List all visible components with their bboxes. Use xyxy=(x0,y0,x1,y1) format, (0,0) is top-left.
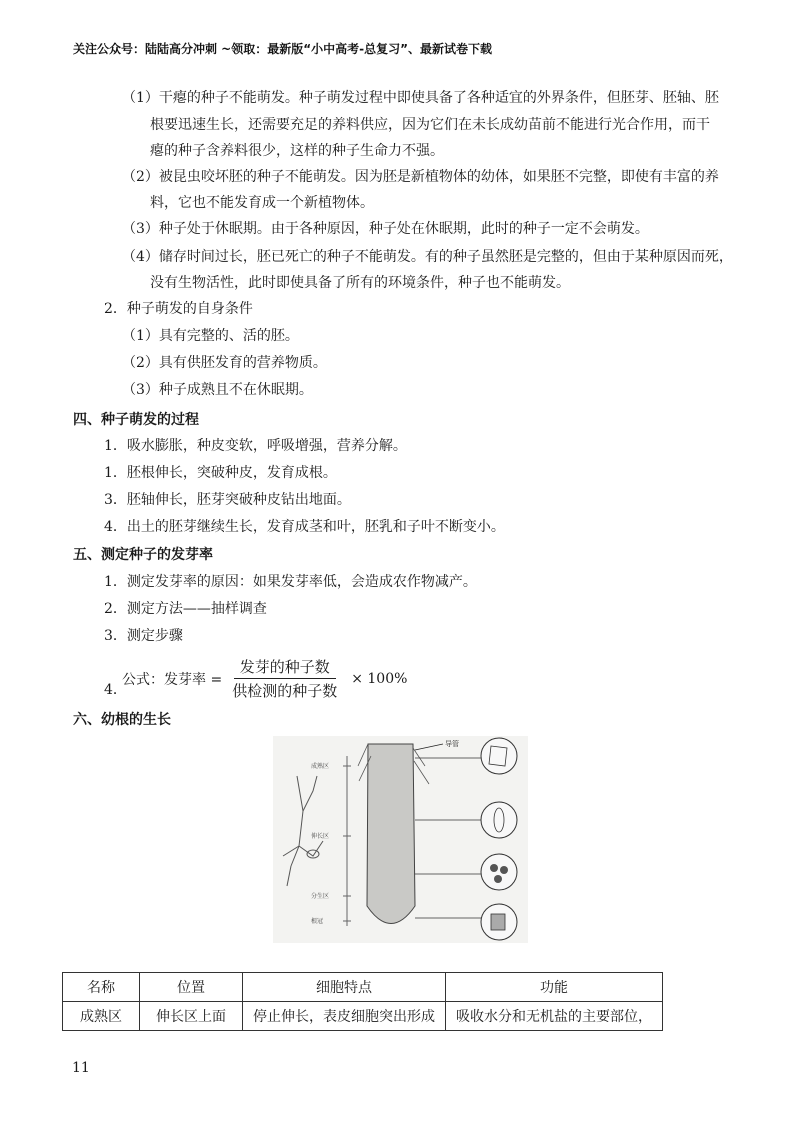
table-header: 细胞特点 xyxy=(243,973,446,1002)
list-item: （1）具有完整的、活的胚。 xyxy=(122,328,299,344)
paragraph-line: 没有生物活性，此时即使具备了所有的环境条件，种子也不能萌发。 xyxy=(150,275,570,291)
list-item: 2．测定方法——抽样调查 xyxy=(104,601,267,617)
formula-prefix: 公式：发芽率 = xyxy=(122,671,223,688)
paragraph-line: 根要迅速生长，还需要充足的养料供应，因为它们在未长成幼苗前不能进行光合作用，而干 xyxy=(150,117,710,133)
section-heading: 四、种子萌发的过程 xyxy=(73,412,199,428)
table-cell: 伸长区上面 xyxy=(140,1002,243,1031)
paragraph-line: （1）干瘪的种子不能萌发。种子萌发过程中即使具备了各种适宜的外界条件，但胚芽、胚轴、胚 xyxy=(122,90,719,106)
root-body xyxy=(367,744,415,924)
callout-lines xyxy=(415,758,483,918)
root-hair-label: 导管 xyxy=(445,740,459,748)
zone-label-cap: 根冠 xyxy=(311,918,324,925)
table-header-row xyxy=(63,973,663,1002)
list-item: 3．胚轴伸长，胚芽突破种皮钻出地面。 xyxy=(104,492,351,508)
list-item: 1．胚根伸长，突破种皮，发育成根。 xyxy=(104,465,337,481)
divide-cell-detail xyxy=(481,854,517,890)
formula-fraction xyxy=(226,656,343,701)
root-structure-figure xyxy=(273,736,528,943)
zone-markers xyxy=(343,756,351,926)
zone-label-divide: 分生区 xyxy=(311,893,330,900)
germination-formula xyxy=(122,656,407,701)
list-item: 1．吸水膨胀，种皮变软，呼吸增强，营养分解。 xyxy=(104,438,407,454)
paragraph-line: （4）储存时间过长，胚已死亡的种子不能萌发。有的种子虽然胚是完整的，但由于某种原因而死， xyxy=(122,249,733,265)
page-number: 11 xyxy=(72,1060,90,1076)
formula-suffix: × 100% xyxy=(351,670,408,687)
paragraph-line: （3）种子处于休眠期。由于各种原因，种子处在休眠期，此时的种子一定不会萌发。 xyxy=(122,221,649,237)
section-heading: 五、测定种子的发芽率 xyxy=(73,547,213,563)
table-header: 名称 xyxy=(63,973,140,1002)
table-header: 位置 xyxy=(140,973,243,1002)
section-heading: 六、幼根的生长 xyxy=(73,712,171,728)
list-item: （2）具有供胚发育的营养物质。 xyxy=(122,355,327,371)
page-header: 关注公众号：陆陆高分冲刺 ~领取：最新版“小中高考-总复习”、最新试卷下载 xyxy=(73,42,492,56)
table-cell: 吸收水分和无机盐的主要部位， xyxy=(446,1002,663,1031)
table-row xyxy=(63,1002,663,1031)
list-item: 4．出土的胚芽继续生长，发育成茎和叶，胚乳和子叶不断变小。 xyxy=(104,519,505,535)
list-item: 3．测定步骤 xyxy=(104,628,183,644)
root-zone-table xyxy=(62,972,663,1031)
zone-label-mature: 成熟区 xyxy=(311,763,330,770)
list-item: （3）种子成熟且不在休眠期。 xyxy=(122,382,313,398)
paragraph-line: 料，它也不能发育成一个新植物体。 xyxy=(150,195,374,211)
formula-denominator: 供检测的种子数 xyxy=(232,682,338,700)
root-diagram xyxy=(273,736,528,943)
formula-index: 4． xyxy=(104,682,127,698)
mature-cell-detail xyxy=(481,738,517,774)
seedling-sketch xyxy=(283,776,323,886)
table-cell: 成熟区 xyxy=(63,1002,140,1031)
list-item: 2．种子萌发的自身条件 xyxy=(104,301,253,317)
elong-cell-detail xyxy=(481,802,517,838)
zone-label-elong: 伸长区 xyxy=(311,833,330,840)
paragraph-line: 瘪的种子含养料很少，这样的种子生命力不强。 xyxy=(150,143,444,159)
table-cell: 停止伸长，表皮细胞突出形成 xyxy=(243,1002,446,1031)
paragraph-line: （2）被昆虫咬坏胚的种子不能萌发。因为胚是新植物体的幼体，如果胚不完整，即使有丰富的养 xyxy=(122,169,719,185)
formula-numerator: 发芽的种子数 xyxy=(234,656,336,679)
table-header: 功能 xyxy=(446,973,663,1002)
list-item: 1．测定发芽率的原因：如果发芽率低，会造成农作物减产。 xyxy=(104,574,477,590)
